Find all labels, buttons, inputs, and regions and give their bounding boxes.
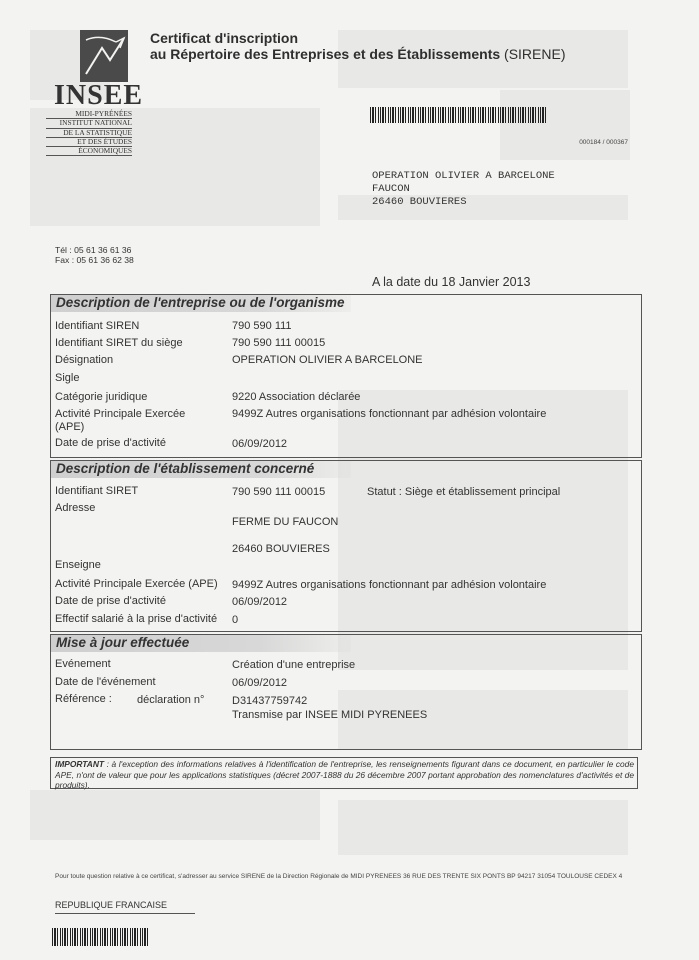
siret-siege-value: 790 590 111 00015	[232, 337, 326, 349]
ape-value: 9499Z Autres organisations fonctionnant par adhésion volontaire	[232, 408, 547, 420]
ape-label: Activité Principale Exercée (APE)	[55, 408, 186, 433]
siret-value: 790 590 111 00015	[232, 486, 326, 498]
reference-number: 000184 / 000367	[579, 139, 628, 146]
adresse-label: Adresse	[55, 502, 96, 514]
section-etablissement-title: Description de l'établissement concerné	[56, 461, 315, 476]
designation-value: OPERATION OLIVIER A BARCELONE	[232, 354, 423, 366]
republique-francaise: REPUBLIQUE FRANCAISE	[55, 900, 168, 910]
evenement-label: Evénement	[55, 658, 111, 670]
effectif-label: Effectif salarié à la prise d'activité	[55, 613, 218, 625]
bleed-through-8	[30, 790, 320, 840]
top-barcode	[370, 107, 546, 123]
statut-value: Statut : Siège et établissement principal	[367, 486, 561, 498]
reference-label: Référence :	[55, 693, 112, 705]
designation-label: Désignation	[55, 354, 114, 366]
footer-contact: Pour toute question relative à ce certificat, s'adresser au service SIRENE de la Direction Régionale de MIDI PYRENEES 36 RUE DES TRENTE SIX PONTS BP 94217 31054 TOULOUSE CEDEX 4	[55, 873, 623, 880]
etab-date-value: 06/09/2012	[232, 596, 288, 608]
adresse-line2: 26460 BOUVIERES	[232, 543, 330, 555]
enseigne-label: Enseigne	[55, 559, 101, 571]
bleed-through-4	[500, 90, 630, 160]
reference-value: D31437759742	[232, 695, 308, 707]
reference-sublabel: déclaration n°	[137, 694, 205, 706]
siret-label: Identifiant SIRET	[55, 485, 139, 497]
etab-ape-value: 9499Z Autres organisations fonctionnant par adhésion volontaire	[232, 579, 547, 591]
footer-divider	[55, 913, 195, 914]
etab-date-label: Date de prise d'activité	[55, 595, 166, 607]
document-title: Certificat d'inscription au Répertoire des Entreprises et des Établissements (SIRENE)	[150, 30, 566, 62]
section-entreprise-title: Description de l'entreprise ou de l'organisme	[56, 295, 345, 310]
date-evenement-value: 06/09/2012	[232, 677, 288, 689]
important-notice: IMPORTANT : à l'exception des informations relatives à l'identification de l'entreprise, les renseignements figurant dans ce document, en particulier le code APE, n'ont de valeur que pour les applications statistiques (décret 2007-1888 du 26 décembre 2007 portant approbation des nomenclatures d'activités et de produits).	[50, 757, 638, 789]
date-line: A la date du 18 Janvier 2013	[372, 275, 531, 289]
section-maj-header	[51, 635, 351, 652]
siren-label: Identifiant SIREN	[55, 320, 140, 332]
etab-ape-label: Activité Principale Exercée (APE)	[55, 578, 218, 590]
siren-value: 790 590 111	[232, 320, 292, 332]
categorie-juridique-value: 9220 Association déclarée	[232, 391, 361, 403]
section-etablissement-header	[51, 461, 351, 478]
insee-logo-word: INSEE	[54, 80, 144, 111]
effectif-value: 0	[232, 614, 239, 626]
transmise-value: Transmise par INSEE MIDI PYRENEES	[232, 709, 428, 721]
recipient-address: OPERATION OLIVIER A BARCELONE FAUCON 26460 BOUVIERES	[372, 170, 555, 208]
section-entreprise-header	[51, 295, 351, 312]
bleed-through-9	[338, 800, 628, 855]
siret-siege-label: Identifiant SIRET du siège	[55, 337, 183, 349]
insee-logo-emblem	[80, 30, 128, 82]
date-activite-value: 06/09/2012	[232, 438, 288, 450]
sigle-label: Sigle	[55, 372, 80, 384]
date-activite-label: Date de prise d'activité	[55, 437, 166, 449]
bottom-barcode	[52, 928, 148, 946]
date-evenement-label: Date de l'événement	[55, 676, 156, 688]
insee-logo-subtitle: MIDI-PYRÉNÉES INSTITUT NATIONAL DE LA STATISTIQUE ET DES ÉTUDES ÉCONOMIQUES	[46, 110, 132, 156]
adresse-line1: FERME DU FAUCON	[232, 516, 339, 528]
section-maj-title: Mise à jour effectuée	[56, 635, 190, 650]
contact-info: Tél : 05 61 36 61 36 Fax : 05 61 36 62 38	[55, 245, 134, 265]
categorie-juridique-label: Catégorie juridique	[55, 391, 148, 403]
evenement-value: Création d'une entreprise	[232, 659, 356, 671]
